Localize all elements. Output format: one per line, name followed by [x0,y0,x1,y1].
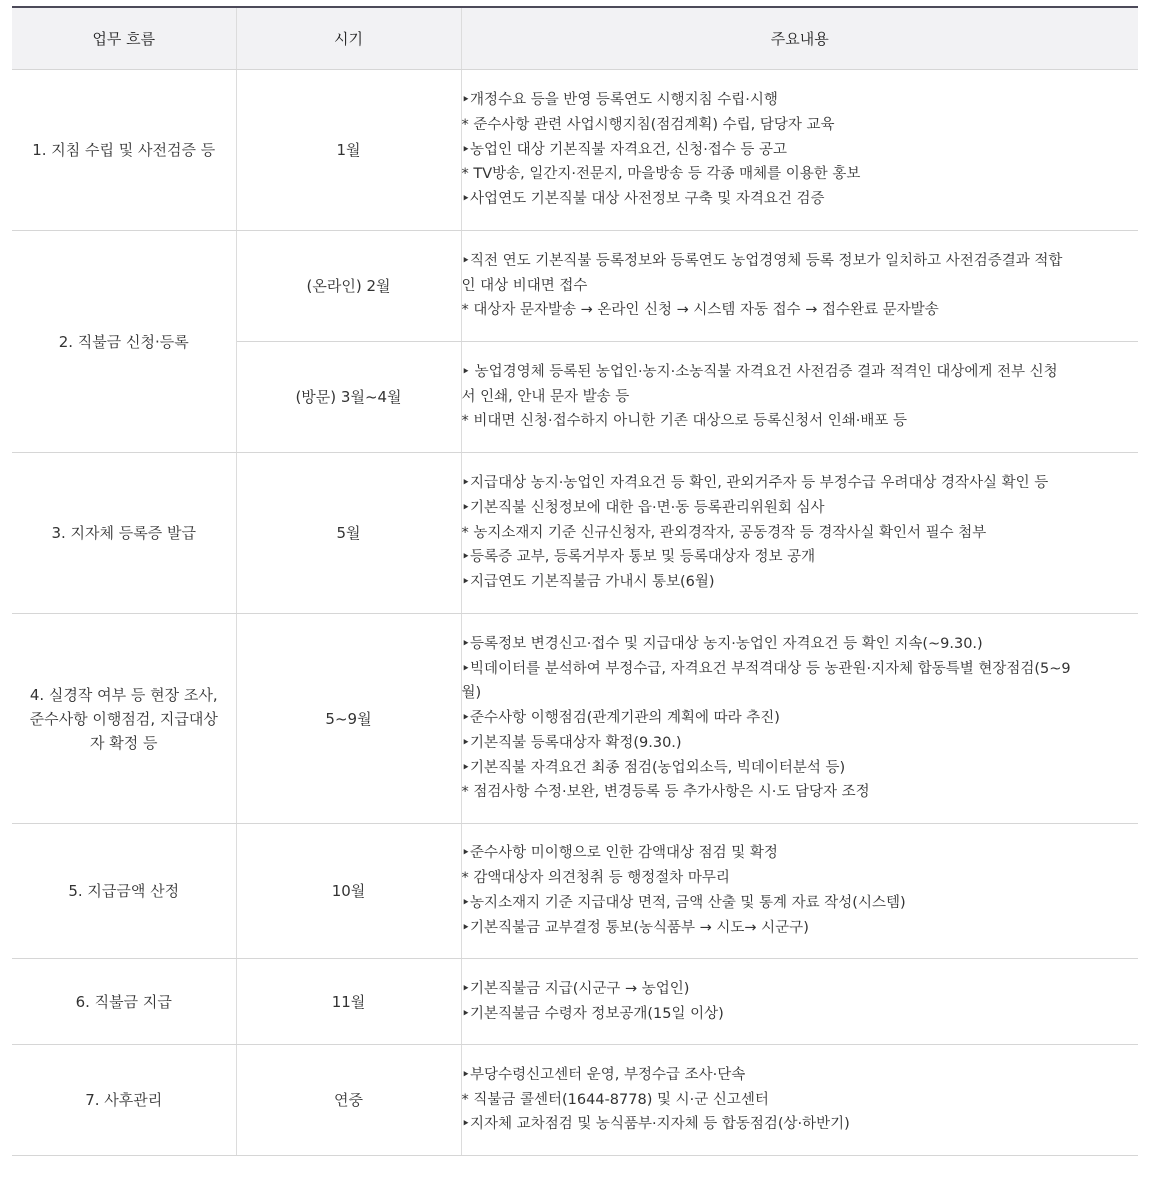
detail-line: 월) [461,685,482,702]
detail-line: ‣기본직불금 수령자 정보공개(15일 이상) [461,1005,724,1022]
detail-line: ‣준수사항 이행점검(관계기관의 계획에 따라 추진) [461,710,780,727]
period-cell: 1월 [236,70,461,231]
period-cell: 5~9월 [236,614,461,824]
detail-cell [461,342,1138,453]
detail-cell [461,453,1138,614]
stage-cell: 6. 직불금 지급 [12,959,236,1045]
table-row [12,453,1138,614]
detail-line: * 점검사항 수정·보완, 변경등록 등 추가사항은 시·도 담당자 조정 [461,784,870,801]
detail-cell [461,614,1138,824]
detail-line: ‣지자체 교차점검 및 농식품부·지자체 등 합동점검(상·하반기) [461,1116,850,1133]
detail-line: 서 인쇄, 안내 문자 발송 등 [461,388,630,405]
header-period: 시기 [236,7,461,70]
table-row [12,959,1138,1045]
detail-cell [461,231,1138,342]
detail-cell [461,959,1138,1045]
stage-cell [12,614,236,824]
detail-line: ‣기본직불 등록대상자 확정(9.30.) [461,734,682,751]
detail-line: ‣직전 연도 기본직불 등록정보와 등록연도 농업경영체 등록 정보가 일치하고 사전검증결과 적합 [461,252,1063,269]
period-cell: 연중 [236,1045,461,1156]
table-row [12,614,1138,824]
detail-line: ‣등록정보 변경신고·접수 및 지급대상 농지·농업인 자격요건 등 확인 지속(~9.30.) [461,635,983,652]
detail-line: ‣기본직불 신청정보에 대한 읍·면·동 등록관리위원회 심사 [461,499,825,516]
stage-line: 자 확정 등 [90,733,158,752]
table-row [12,1045,1138,1156]
detail-line: * TV방송, 일간지·전문지, 마을방송 등 각종 매체를 이용한 홍보 [461,166,861,183]
detail-line: ‣지급대상 농지·농업인 자격요건 등 확인, 관외거주자 등 부정수급 우려대상 경작사실 확인 등 [461,475,1049,491]
stage-cell: 5. 지급금액 산정 [12,824,236,959]
detail-cell [461,1045,1138,1156]
detail-line: ‣준수사항 미이행으로 인한 감액대상 점검 및 확정 [461,845,778,862]
period-cell: 11월 [236,959,461,1045]
detail-line: * 비대면 신청·접수하지 아니한 기존 대상으로 등록신청서 인쇄·배포 등 [461,413,908,430]
stage-cell: 3. 지자체 등록증 발급 [12,453,236,614]
detail-line: ‣빅데이터를 분석하여 부정수급, 자격요건 부적격대상 등 농관원·지자체 합동특별 현장점검(5~9 [461,660,1071,677]
table-header-row [12,7,1138,70]
period-cell: (방문) 3월~4월 [236,342,461,453]
detail-line: * 준수사항 관련 사업시행지침(점검계획) 수립, 담당자 교육 [461,116,835,133]
detail-line: ‣지급연도 기본직불금 가내시 통보(6월) [461,574,715,591]
header-detail: 주요내용 [461,7,1138,70]
header-stage: 업무 흐름 [12,7,236,70]
detail-line: ‣기본직불 자격요건 최종 점검(농업외소득, 빅데이터분석 등) [461,759,846,776]
detail-line: ‣농지소재지 기준 지급대상 면적, 금액 산출 및 통계 자료 작성(시스템) [461,895,906,911]
work-flow-table-container [12,6,1138,1156]
detail-line: * 농지소재지 기준 신규신청자, 관외경작자, 공동경작 등 경작사실 확인서 필수 첨부 [461,524,987,541]
detail-line: ‣개정수요 등을 반영 등록연도 시행지침 수립·시행 [461,92,778,108]
period-cell: 10월 [236,824,461,959]
detail-line: * 대상자 문자발송 → 온라인 신청 → 시스템 자동 접수 → 접수완료 문자발송 [461,302,939,319]
period-cell: 5월 [236,453,461,614]
work-flow-table [12,6,1138,1156]
detail-line: 인 대상 비대면 접수 [461,277,588,294]
detail-line: ‣사업연도 기본직불 대상 사전정보 구축 및 자격요건 검증 [461,191,825,208]
detail-line: ‣기본직불금 교부결정 통보(농식품부 → 시도→ 시군구) [461,919,809,936]
table-row [12,824,1138,959]
detail-cell [461,824,1138,959]
stage-cell: 2. 직불금 신청·등록 [12,231,236,453]
detail-line: ‣등록증 교부, 등록거부자 통보 및 등록대상자 정보 공개 [461,549,816,566]
detail-line: ‣기본직불금 지급(시군구 → 농업인) [461,980,690,997]
table-row [12,70,1138,231]
stage-cell: 7. 사후관리 [12,1045,236,1156]
detail-line: * 감액대상자 의견청취 등 행정절차 마무리 [461,870,730,887]
table-row [12,231,1138,342]
detail-line: ‣농업인 대상 기본직불 자격요건, 신청·접수 등 공고 [461,141,788,158]
detail-line: ‣ 농업경영체 등록된 농업인·농지·소농직불 자격요건 사전검증 결과 적격인 대상에게 전부 신청 [461,363,1058,380]
detail-line: * 직불금 콜센터(1644-8778) 및 시·군 신고센터 [461,1091,769,1108]
period-cell: (온라인) 2월 [236,231,461,342]
detail-cell [461,70,1138,231]
stage-line: 4. 실경작 여부 등 현장 조사, [29,685,218,704]
stage-line: 준수사항 이행점검, 지급대상 [29,709,218,728]
stage-cell: 1. 지침 수립 및 사전검증 등 [12,70,236,231]
detail-line: ‣부당수령신고센터 운영, 부정수급 조사·단속 [461,1066,746,1083]
